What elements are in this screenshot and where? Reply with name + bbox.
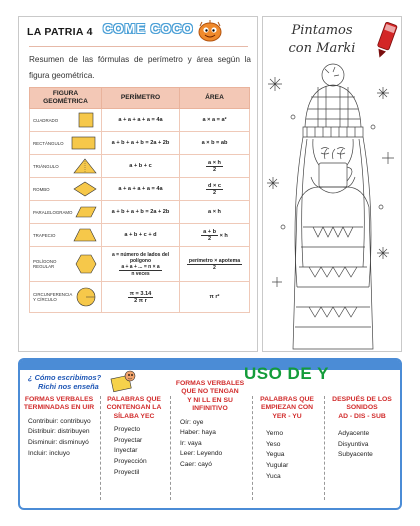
table-row [30,109,250,132]
column-header-line: AD - DIS - SUB [338,412,386,420]
square-icon [77,112,97,128]
list-item: Incluir: incluyo [28,449,70,457]
marker-icon [375,21,399,61]
column-header-line: SÍLABA YEC [113,412,155,420]
area-cell [180,224,250,247]
table-row [30,201,250,224]
figure-name: CUADRADO [33,117,59,123]
column-header [326,396,398,421]
figure-cell [30,282,102,313]
rhombus-icon [73,181,97,197]
column-header-line: FORMAS VERBALES [175,380,245,387]
column-header [254,396,320,421]
table-row [30,178,250,201]
list-item: Proyectil [114,468,140,476]
triangle-icon [73,158,97,174]
rule-column [172,380,248,471]
rule-column [102,396,166,478]
snowflake-icon [268,77,282,91]
list-item: Inyectar [114,447,138,455]
area-cell [180,155,250,178]
column-divider [252,396,253,500]
column-header [22,396,96,413]
figure-name: ROMBO [33,186,50,192]
parallelogram-icon [75,204,97,220]
girl-coloring-illustration [263,57,401,351]
formulas-panel [18,16,258,352]
fraction-denominator: 2 π r [134,297,147,304]
fraction-denominator: 2 [213,264,216,271]
question-subheading: Richi nos enseña [38,382,99,391]
fraction-denominator: 2 [212,189,217,196]
fraction-numerator: a + a + ... = n × a [121,263,160,270]
fraction-numerator: a × h [208,159,221,166]
area-cell: a × a = a² [180,109,250,132]
column-divider [324,396,325,500]
column-header-line: TERMINADAS EN UIR [23,404,95,412]
area-fraction [187,258,242,271]
perimeter-cell: a + b + c + d [102,224,180,247]
list-item: Adyacente [338,430,370,438]
coloring-title-line1: Pintamos [291,23,353,38]
list-item: Proyectar [114,436,143,444]
spelling-panel [18,358,402,510]
rule-column [326,396,398,461]
column-divider [100,396,101,500]
column-header-line: DESPUÉS DE LOS [332,396,392,403]
column-header-line: INFINITIVO [192,405,228,413]
fraction-denominator: 2 [208,235,212,242]
list-item: Leer: Leyendo [180,450,223,458]
header-area: ÁREA [180,88,250,109]
rectangle-icon [71,135,97,151]
figure-name: TRIÁNGULO [33,163,59,169]
table-row [30,282,250,313]
table-row [30,132,250,155]
example-list [254,429,320,482]
area-suffix: × h [219,232,228,239]
figure-cell [30,201,102,224]
perimeter-cell [102,282,180,313]
figure-name: POLÍGONO REGULAR [33,259,57,269]
column-header-line: PALABRAS QUE [260,396,314,403]
perimeter-note: a = número de lados del polígono [111,251,170,264]
area-cell: a × h [180,201,250,224]
panel-header-band [20,360,400,370]
figure-name: TRAPECIO [33,232,56,238]
column-header [172,380,248,414]
figure-cell [30,132,102,155]
example-list [326,429,398,461]
list-item: Disyuntiva [338,440,369,448]
list-item: Haber: haya [180,429,216,437]
perimeter-cell [102,247,180,282]
figure-cell [30,155,102,178]
list-item: Distribuir: distribuyen [28,428,90,436]
perimeter-cell: a + b + a + b = 2a + 2b [102,201,180,224]
column-header-line: Y NI LL EN SU [187,396,233,404]
area-cell [180,247,250,282]
area-cell [180,178,250,201]
fraction-denominator: 2 [212,166,217,173]
section-heading: USO DE Y [244,364,329,383]
coloring-title-line2: con Marki [288,41,356,56]
newspaper-title: LA PATRIA 4 [27,26,93,38]
column-header-line: YER - YU [272,412,302,420]
example-list [102,425,166,478]
list-item: Oír: oye [180,418,204,426]
perimeter-cell: a + a + a + a = 4a [102,109,180,132]
fraction-numerator: π = 3.14 [129,290,152,297]
perimeter-fraction [128,291,154,304]
list-item: Subyacente [338,451,373,459]
list-item: Yerno [266,430,283,438]
intro-text: Resumen de las fórmulas de perímetro y área según la figura geométrica. [29,55,251,80]
perimeter-cell: a + b + a + b = 2a + 2b [102,132,180,155]
figure-cell [30,224,102,247]
mascot-book-icon [108,369,138,393]
circle-icon [75,287,97,307]
question-heading: ¿ Cómo escribimos? [28,373,102,382]
fraction-numerator: d × c [208,182,221,189]
figure-name: CIRCUNFERENCIA Y CÍRCULO [33,292,73,302]
rule-column [22,396,96,459]
formulas-table [29,87,250,313]
list-item: Yuca [266,472,281,480]
figure-cell [30,178,102,201]
area-fraction [201,229,218,242]
list-item: Yeso [266,440,281,448]
coloring-panel [262,16,402,352]
fraction-denominator: n veces [131,270,150,277]
figure-name: PARALELOGRAMO [33,209,73,215]
list-item: Caer: cayó [180,461,212,468]
area-cell: a × b = ab [180,132,250,155]
column-header [102,396,166,421]
figure-name: RECTÁNGULO [33,140,64,146]
figure-cell [30,109,102,132]
column-header-line: FORMAS VERBALES [24,396,94,403]
column-header-line: SONIDOS [346,404,378,412]
table-row [30,247,250,282]
fraction-numerator: perímetro × apotema [188,257,241,264]
header-perimeter: PERÍMETRO [102,88,180,109]
header-figure: FIGURA GEOMÉTRICA [30,88,102,109]
fraction-numerator: a + b [203,228,217,235]
figure-cell [30,247,102,282]
table-row [30,155,250,178]
table-header-row [30,88,250,109]
list-item: Ir: vaya [180,439,202,447]
area-fraction [206,160,223,173]
table-row [30,224,250,247]
brand-logo: COME COCO [103,21,194,36]
monster-mascot-icon [196,20,224,42]
list-item: Contribuir: contribuyo [28,417,91,425]
column-header-line: QUE NO TENGAN [181,388,239,396]
rule-column [254,396,320,482]
column-header-line: EMPIEZAN CON [260,404,314,412]
list-item: Yugular [266,462,289,469]
perimeter-cell: a + b + c [102,155,180,178]
example-list [172,418,248,471]
column-header-line: CONTENGAN LA [106,404,162,412]
column-header-line: PALABRAS QUE [107,396,161,403]
area-fraction [206,183,223,196]
list-item: Yegua [266,451,285,459]
area-cell: π r² [180,282,250,313]
divider [29,46,248,47]
example-list [22,417,96,459]
column-divider [170,396,171,500]
perimeter-fraction [119,264,161,277]
perimeter-cell: a + a + a + a = 4a [102,178,180,201]
trapezoid-icon [73,227,97,243]
list-item: Disminuir: disminuyó [28,439,89,446]
hexagon-icon [75,254,97,274]
list-item: Proyección [114,458,147,465]
list-item: Proyecto [114,426,141,434]
